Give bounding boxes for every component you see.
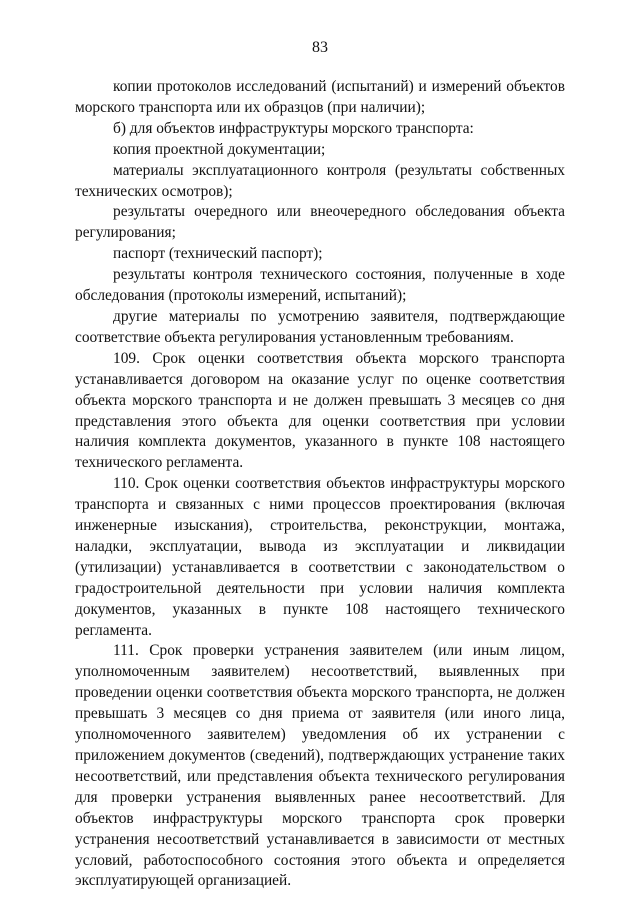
paragraph-other-materials: другие материалы по усмотрению заявителя, подтверждающие соответствие объекта регулирования установленным требованиям. bbox=[75, 307, 565, 346]
paragraph-operational-control: материалы эксплуатационного контроля (результаты собственных технических осмотров); bbox=[75, 161, 565, 200]
paragraph-passport: паспорт (технический паспорт); bbox=[113, 245, 323, 263]
paragraph-design-docs: копия проектной документации; bbox=[113, 140, 326, 158]
paragraph-technical-state: результаты контроля технического состояния, полученные в ходе обследования (протоколы измерений, испытаний); bbox=[75, 266, 565, 305]
page-number: 83 bbox=[312, 39, 328, 56]
paragraph-inspection-results: результаты очередного или внеочередного обследования объекта регулирования; bbox=[75, 203, 565, 242]
paragraph-item-110: 110. Срок оценки соответствия объектов инфраструктуры морского транспорта и связанных с ними процессов проектирования (включая инженерные изыскания), строительства, реконструкции, монтажа, наладки, эксплуатации, вывода из эксплуатации и ликвидации (утилизации) устанавливается в соответствии с законодательством о градостроительной деятельности при условии наличия комплекта документов, указанных в пункте 108 настоящего технического регламента. bbox=[75, 475, 565, 639]
paragraph-item-109: 109. Срок оценки соответствия объекта морского транспорта устанавливается договором на оказание услуг по оценке соответствия объекта морского транспорта и не должен превышать 3 месяцев со дня представления этого объекта для оценки соответствия при условии наличия комплекта документов, указанного в пункте 108 настоящего технического регламента. bbox=[75, 349, 565, 472]
document-body bbox=[75, 77, 565, 892]
paragraph-infrastructure-heading: б) для объектов инфраструктуры морского транспорта: bbox=[113, 119, 474, 137]
paragraph-item-111: 111. Срок проверки устранения заявителем (или иным лицом, уполномоченным заявителем) несоответствий, выявленных при проведении оценки соответствия объекта морского транспорта, не должен превышать 3 месяцев со дня приема от заявителя (или иного лица, уполномоченного заявителем) уведомления об их устранении с приложением документов (сведений), подтверждающих устранение таких несоответствий, или представления объекта технического регулирования для проверки устранения выявленных ранее несоответствий. Для объектов инфраструктуры морского транспорта срок проверки устранения несоответствий устанавливается в зависимости от местных условий, работоспособного состояния этого объекта и определяется эксплуатирующей организацией. bbox=[75, 642, 565, 890]
paragraph-protocol-copies: копии протоколов исследований (испытаний) и измерений объектов морского транспорта или их образцов (при наличии); bbox=[75, 78, 565, 116]
